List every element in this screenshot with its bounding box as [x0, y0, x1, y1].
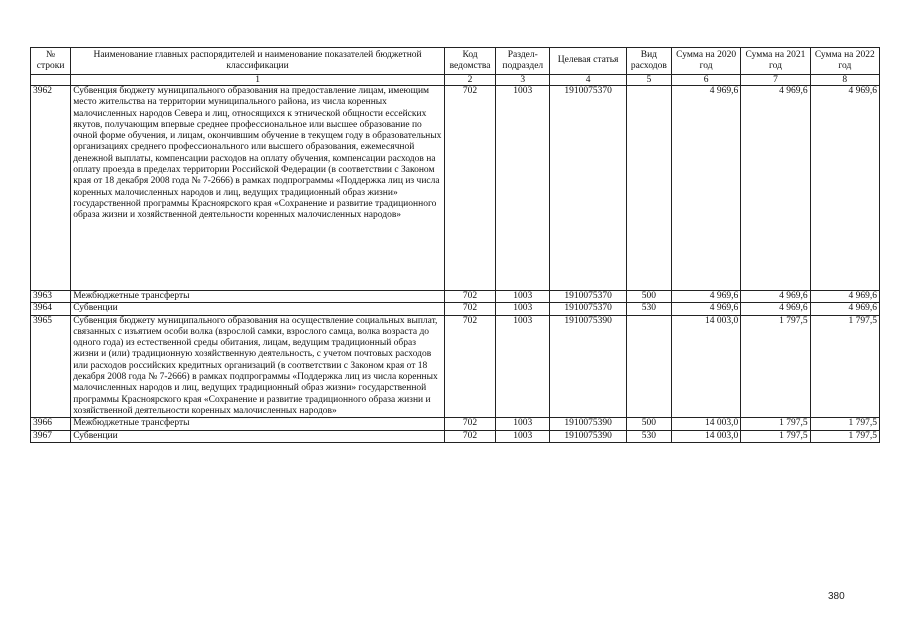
header-number: 5 [626, 75, 671, 86]
row-sum-2020: 14 003,0 [671, 430, 740, 442]
table-row [31, 86, 880, 291]
row-expense-type: 530 [626, 430, 671, 442]
row-target-article: 1910075370 [550, 303, 626, 315]
row-name: Субвенции [71, 430, 445, 442]
row-sum-2020: 14 003,0 [671, 418, 740, 430]
row-sum-2020: 4 969,6 [671, 291, 740, 303]
row-sum-2021: 4 969,6 [741, 291, 810, 303]
row-section: 1003 [496, 430, 550, 442]
header-target-article: Целевая статья [550, 48, 626, 75]
row-sum-2022: 1 797,5 [810, 315, 879, 418]
row-target-article: 1910075370 [550, 86, 626, 291]
table-row [31, 291, 880, 303]
row-sum-2022: 4 969,6 [810, 86, 879, 291]
row-sum-2020: 4 969,6 [671, 86, 740, 291]
header-number: 7 [741, 75, 810, 86]
row-sum-2020: 4 969,6 [671, 303, 740, 315]
row-number: 3962 [31, 86, 71, 291]
row-section: 1003 [496, 291, 550, 303]
header-name: Наименование главных распорядителей и наименование показателей бюджетной классификации [71, 48, 445, 75]
row-sum-2021: 4 969,6 [741, 303, 810, 315]
header-number [31, 75, 71, 86]
row-section: 1003 [496, 86, 550, 291]
row-sum-2021: 1 797,5 [741, 430, 810, 442]
header-number-row [31, 75, 880, 86]
header-number: 3 [496, 75, 550, 86]
table-row [31, 303, 880, 315]
header-expense-type: Вид расходов [626, 48, 671, 75]
row-number: 3963 [31, 291, 71, 303]
header-dept-code: Код ведомства [444, 48, 495, 75]
header-number: 8 [810, 75, 879, 86]
row-name: Субвенция бюджету муниципального образования на предоставление лицам, имеющим место жительства на территории муниципального района, из числа коренных малочисленных народов Севера и лиц, относящихся к этнической общности ессейских якутов, получающим впервые среднее профессиональное или высшее образование по очной форме обучения, и лицам, окончившим обучение в текущем году в образовательных организациях среднего профессионального или высшего образования, ежемесячной денежной выплаты, компенсации расходов на оплату обучения, компенсации расходов на оплату проезда в пределах территории Российской Федерации (в соответствии с Законом края от 18 декабря 2008 года № 7-2666) в рамках подпрограммы «Поддержка лиц из числа коренных малочисленных народов и лиц, ведущих традиционный образ жизни» государственной программы Красноярского края «Сохранение и развитие традиционного образа жизни и хозяйственной деятельности коренных малочисленных народов» [71, 86, 445, 291]
row-dept-code: 702 [444, 291, 495, 303]
page-number: 380 [828, 591, 845, 602]
row-sum-2022: 1 797,5 [810, 430, 879, 442]
row-expense-type: 500 [626, 418, 671, 430]
row-sum-2022: 1 797,5 [810, 418, 879, 430]
table-row [31, 315, 880, 418]
header-sum-2020: Сумма на 2020 год [671, 48, 740, 75]
row-dept-code: 702 [444, 430, 495, 442]
row-dept-code: 702 [444, 86, 495, 291]
header-row-number: № строки [31, 48, 71, 75]
row-dept-code: 702 [444, 418, 495, 430]
row-number: 3967 [31, 430, 71, 442]
row-sum-2021: 1 797,5 [741, 418, 810, 430]
row-target-article: 1910075390 [550, 315, 626, 418]
row-name: Субвенция бюджету муниципального образования на осуществление социальных выплат, связанных с изъятием особи волка (взрослой самки, взрослого самца, волка возраста до одного года) из естественной среды обитания, лицам, ведущим традиционный образ жизни и (или) традиционную хозяйственную деятельность, с учетом почтовых расходов или расходов российских кредитных организаций (в соответствии с Законом края от 18 декабря 2008 года № 7-2666) в рамках подпрограммы «Поддержка лиц из числа коренных малочисленных народов и лиц, ведущих традиционный образ жизни» государственной программы Красноярского края «Сохранение и развитие традиционного образа жизни и хозяйственной деятельности коренных малочисленных народов» [71, 315, 445, 418]
row-expense-type: 530 [626, 303, 671, 315]
header-sum-2022: Сумма на 2022 год [810, 48, 879, 75]
row-sum-2021: 1 797,5 [741, 315, 810, 418]
header-section: Раздел-подраздел [496, 48, 550, 75]
budget-table [30, 47, 880, 443]
row-section: 1003 [496, 418, 550, 430]
row-target-article: 1910075390 [550, 418, 626, 430]
header-sum-2021: Сумма на 2021 год [741, 48, 810, 75]
row-expense-type: 500 [626, 291, 671, 303]
row-section: 1003 [496, 303, 550, 315]
row-name: Межбюджетные трансферты [71, 418, 445, 430]
row-number: 3964 [31, 303, 71, 315]
header-row [31, 48, 880, 75]
row-dept-code: 702 [444, 315, 495, 418]
row-sum-2022: 4 969,6 [810, 291, 879, 303]
header-number: 2 [444, 75, 495, 86]
row-target-article: 1910075390 [550, 430, 626, 442]
row-expense-type [626, 315, 671, 418]
row-sum-2020: 14 003,0 [671, 315, 740, 418]
row-dept-code: 702 [444, 303, 495, 315]
header-number: 6 [671, 75, 740, 86]
row-sum-2022: 4 969,6 [810, 303, 879, 315]
table-row [31, 418, 880, 430]
row-name: Субвенции [71, 303, 445, 315]
row-sum-2021: 4 969,6 [741, 86, 810, 291]
header-number: 1 [71, 75, 445, 86]
row-target-article: 1910075370 [550, 291, 626, 303]
row-name: Межбюджетные трансферты [71, 291, 445, 303]
row-number: 3965 [31, 315, 71, 418]
row-expense-type [626, 86, 671, 291]
header-number: 4 [550, 75, 626, 86]
row-section: 1003 [496, 315, 550, 418]
row-number: 3966 [31, 418, 71, 430]
table-row [31, 430, 880, 442]
